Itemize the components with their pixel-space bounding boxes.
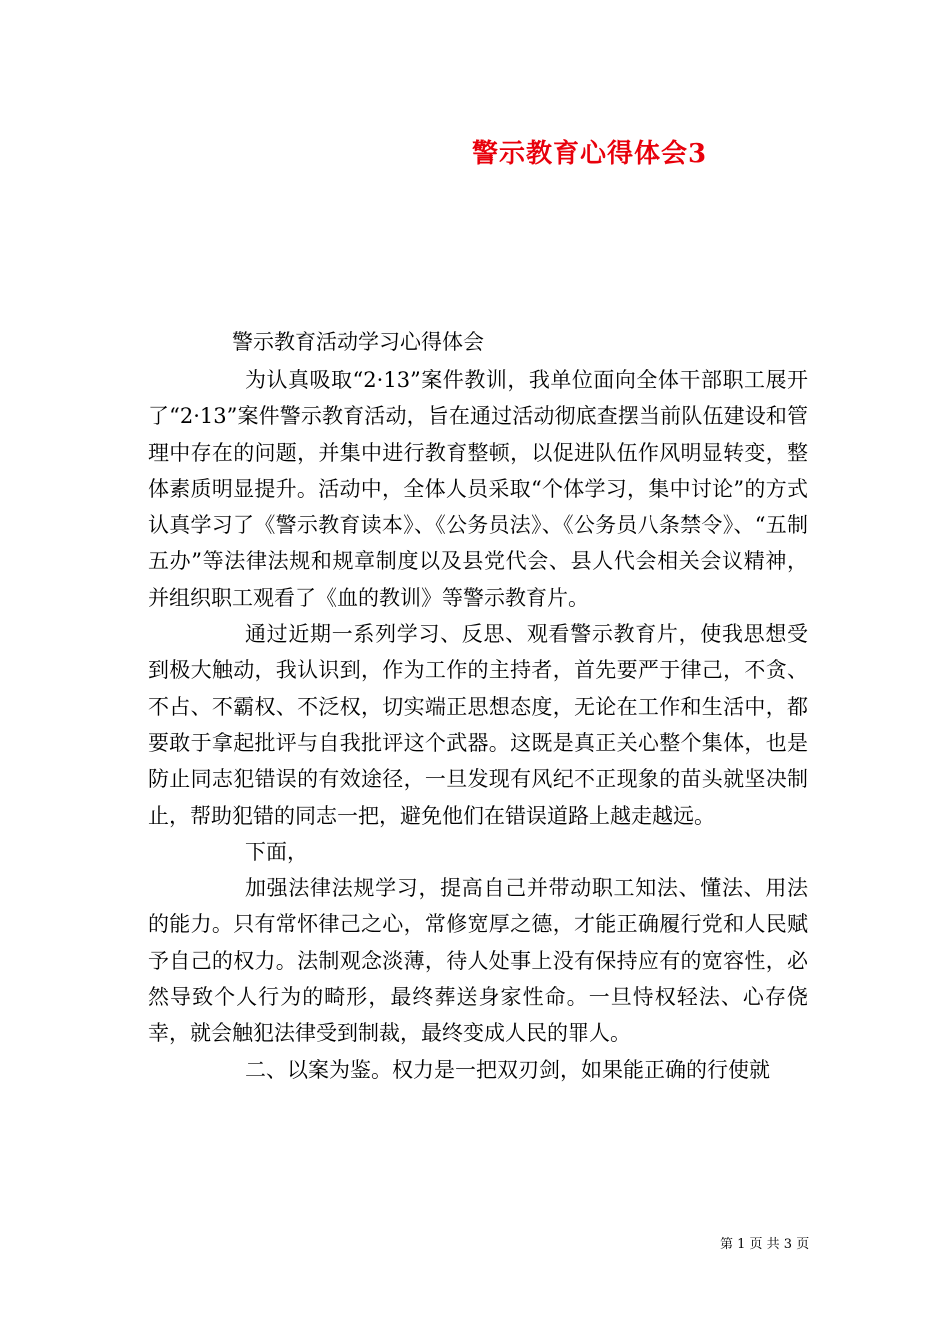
paragraph: 为认真吸取“2·13”案件教训，我单位面向全体干部职工展开了“2·13”案件警示教育活动，旨在通过活动彻底查摆当前队伍建设和管理中存在的问题，并集中进行教育整顿，以促进队伍作风明显转变，整体素质明显提升。活动中，全体人员采取“个体学习，集中讨论”的方式认真学习了《警示教育读本》、《公务员法》、《公务员八条禁令》、“五制五办”等法律法规和规章制度以及县党代会、县人代会相关会议精神，并组织职工观看了《血的教训》等警示教育片。 xyxy=(148,368,808,610)
paragraph: 下面， xyxy=(245,839,308,864)
document-body xyxy=(148,362,808,1088)
page-title: 警示教育心得体会3 xyxy=(472,139,708,169)
document-subtitle: 警示教育活动学习心得体会 xyxy=(232,330,484,354)
paragraph: 通过近期一系列学习、反思、观看警示教育片，使我思想受到极大触动，我认识到，作为工作的主持者，首先要严于律己，不贪、不占、不霸权、不泛权，切实端正思想态度，无论在工作和生活中，都要敢于拿起批评与自我批评这个武器。这既是真正关心整个集体，也是防止同志犯错误的有效途径，一旦发现有风纪不正现象的苗头就坚决制止，帮助犯错的同志一把，避免他们在错误道路上越走越远。 xyxy=(148,622,808,828)
paragraph: 二、以案为鉴。权力是一把双刃剑，如果能正确的行使就 xyxy=(245,1057,770,1082)
page-footer: 第 1 页 共 3 页 xyxy=(720,1237,810,1252)
paragraph: 加强法律法规学习，提高自己并带动职工知法、懂法、用法的能力。只有常怀律己之心，常修宽厚之德，才能正确履行党和人民赋予自己的权力。法制观念淡薄，待人处事上没有保持应有的宽容性，必然导致个人行为的畸形，最终葬送身家性命。一旦恃权轻法、心存侥幸，就会触犯法律受到制裁，最终变成人民的罪人。 xyxy=(148,876,808,1046)
